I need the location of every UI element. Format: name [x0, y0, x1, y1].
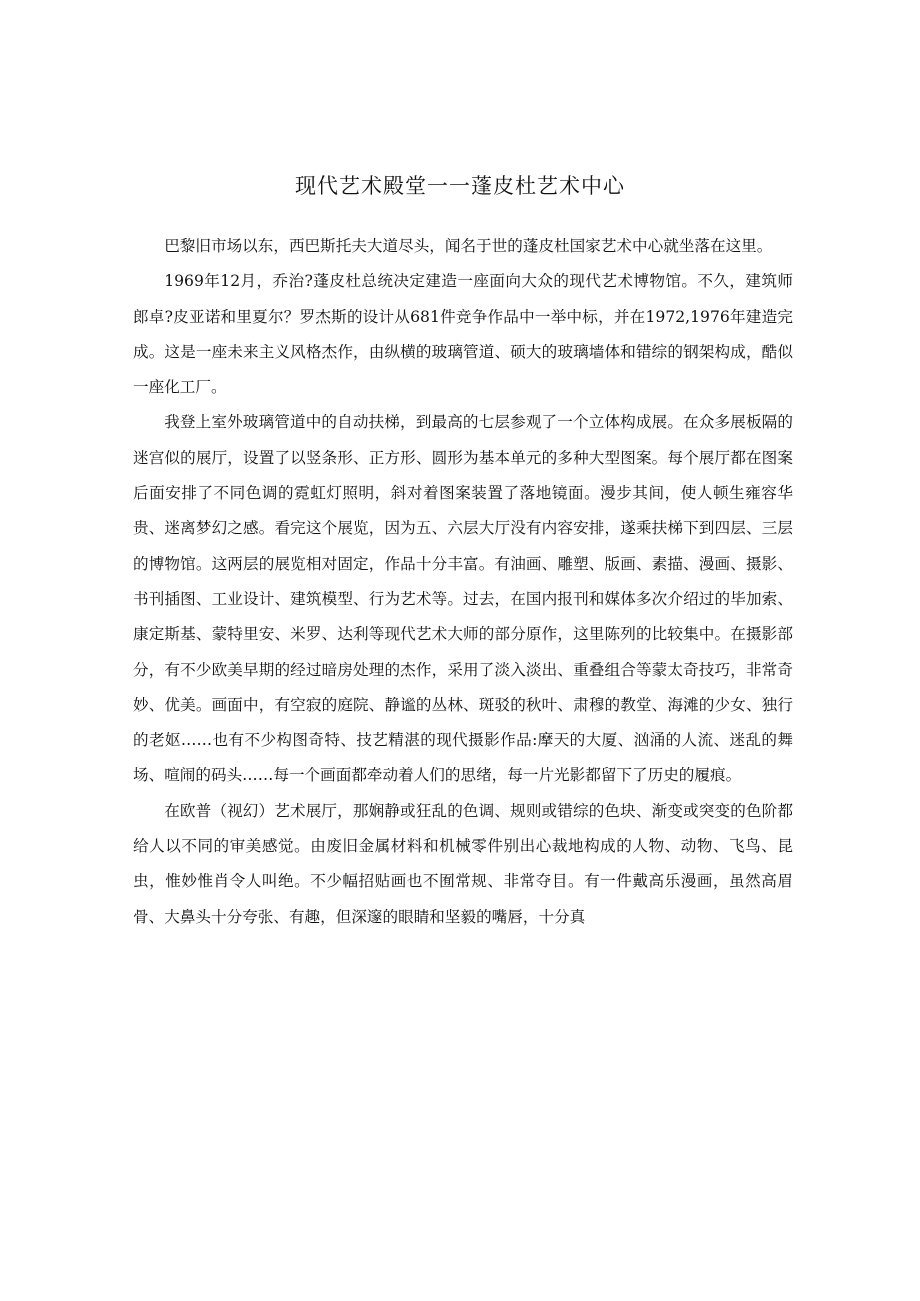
- paragraph: 巴黎旧市场以东，西巴斯托夫大道尽头，闻名于世的蓬皮杜国家艺术中心就坐落在这里。: [164, 237, 773, 255]
- document-body: [133, 229, 793, 935]
- paragraph: 1969年12月，乔治?蓬皮杜总统决定建造一座面向大众的现代艺术博物馆。不久，建筑师郎卓?皮亚诺和里夏尔？罗杰斯的设计从681件竞争作品中一举中标，并在1972,1976年建造完成。这是一座未来主义风格杰作，由纵横的玻璃管道、硕大的玻璃墙体和错综的钢架构成，酷似一座化工厂。: [133, 272, 793, 397]
- document-title: 现代艺术殿堂一一蓬皮杜艺术中心: [295, 174, 625, 198]
- paragraph: 在欧普（视幻）艺术展厅，那娴静或狂乱的色调、规则或错综的色块、渐变或突变的色阶都给人以不同的审美感觉。由废旧金属材料和机械零件别出心裁地构成的人物、动物、飞鸟、昆虫，惟妙惟肖令人叫绝。不少幅招贴画也不囿常规、非常夺目。有一件戴高乐漫画，虽然高眉骨、大鼻头十分夸张、有趣，但深邃的眼睛和坚毅的嘴唇，十分真: [133, 801, 793, 926]
- paragraph: 我登上室外玻璃管道中的自动扶梯，到最高的七层参观了一个立体构成展。在众多展板隔的迷宫似的展厅，设置了以竖条形、正方形、圆形为基本单元的多种大型图案。每个展厅都在图案后面安排了不同色调的霓虹灯照明，斜对着图案装置了落地镜面。漫步其间，使人顿生雍容华贵、迷离梦幻之感。看完这个展览，因为五、六层大厅没有内容安排，遂乘扶梯下到四层、三层的博物馆。这两层的展览相对固定，作品十分丰富。有油画、雕塑、版画、素描、漫画、摄影、书刊插图、工业设计、建筑模型、行为艺术等。过去，在国内报刊和媒体多次介绍过的毕加索、康定斯基、蒙特里安、米罗、达利等现代艺术大师的部分原作，这里陈列的比较集中。在摄影部分，有不少欧美早期的经过暗房处理的杰作，采用了淡入淡出、重叠组合等蒙太奇技巧，非常奇妙、优美。画面中，有空寂的庭院、静谧的丛林、斑驳的秋叶、肃穆的教堂、海滩的少女、独行的老妪……也有不少构图奇特、技艺精湛的现代摄影作品:摩天的大厦、汹涌的人流、迷乱的舞场、喧闹的码头……每一个画面都牵动着人们的思绪，每一片光影都留下了历史的履痕。: [133, 413, 793, 785]
